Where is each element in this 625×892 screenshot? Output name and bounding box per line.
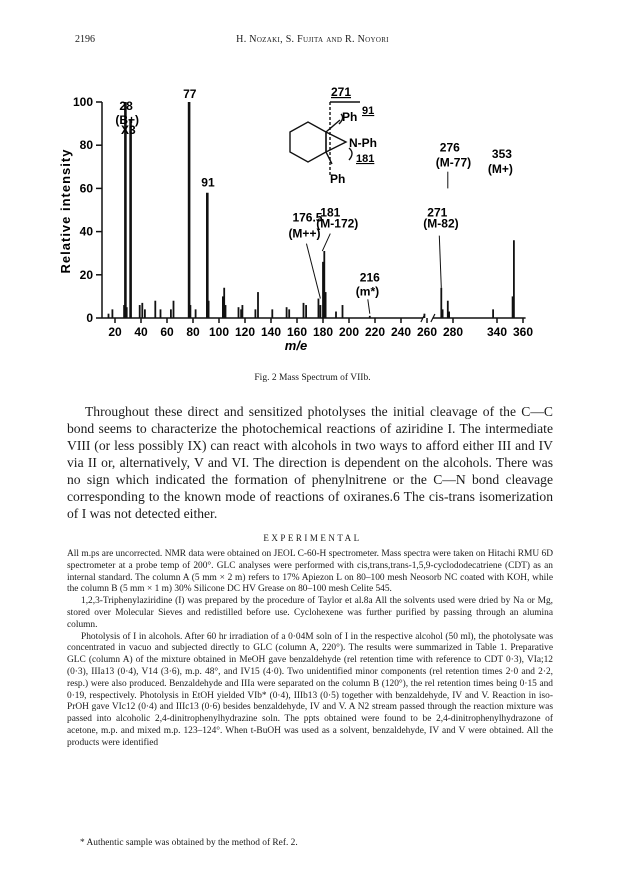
experimental-section (67, 549, 553, 750)
annotation-leader-line (322, 234, 330, 251)
x-tick-label: 180 (312, 325, 334, 339)
y-tick-label: 80 (79, 138, 93, 153)
x-tick-label: 140 (260, 325, 282, 339)
annotation-leader-line (306, 244, 320, 299)
x-tick-label: 200 (338, 325, 360, 339)
x-tick-label: 40 (134, 325, 148, 339)
x-tick-label: 100 (208, 325, 230, 339)
annotation-leader-line (368, 299, 370, 313)
structure-label-nph: N-Ph (349, 136, 377, 150)
peak-annotation: 181 (320, 205, 341, 220)
y-axis-title (58, 149, 73, 274)
x-tick-label: 360 (512, 325, 534, 339)
peak-annotation-sublabel: (M++) (288, 226, 321, 241)
x-tick-label: 340 (486, 325, 508, 339)
peak-annotation: 271 (427, 205, 448, 220)
y-tick-label: 60 (79, 181, 93, 196)
footnote: * Authentic sample was obtained by the method of Ref. 2. (80, 838, 298, 848)
peak-annotation: 77 (183, 87, 197, 101)
y-tick-label: 100 (72, 95, 93, 109)
peak-annotation: 28 (119, 99, 133, 113)
peak-annotation-sublabel: (M-172) (316, 216, 359, 231)
y-tick-label: 20 (79, 267, 93, 282)
running-head: H. Nozaki, S. Fujita and R. Noyori (236, 34, 389, 45)
structure-label-ph-bottom: Ph (330, 172, 346, 186)
experimental-paragraph-2: 1,2,3-Triphenylaziridine (I) was prepared by the procedure of Taylor et al.8a All the solvents used were dried by Na or Mg, stored over Molecular Sieves and redistilled before use. Cyclohexene was further purified by passing through an alumina column. (67, 596, 553, 630)
bond-ph-top (326, 120, 340, 132)
structure-label-ph-top: Ph (342, 110, 358, 124)
x-tick-label: 240 (390, 325, 412, 339)
peak-annotation-sublabel: (M+) (487, 162, 513, 177)
x-tick-label: 20 (108, 325, 122, 339)
y-tick-label: 0 (86, 311, 93, 325)
x-axis-label: m/e (284, 338, 308, 353)
x-tick-label: 260 (416, 325, 438, 339)
structure-label-91: 91 (362, 105, 375, 117)
peak-annotation-sublabel: (m*) (355, 284, 380, 299)
peak-annotation: 91 (201, 175, 215, 190)
x-axis-break-mark (421, 314, 435, 322)
peak-annotation: 353 (491, 147, 512, 162)
page-number: 2196 (75, 34, 95, 45)
x-tick-label: 160 (286, 325, 308, 339)
x-tick-label: 60 (160, 325, 174, 339)
peak-annotation: 176.5 (292, 210, 323, 225)
structure-label-271: 271 (331, 85, 352, 99)
y-axis-label: Relative intensity (58, 148, 73, 274)
x-tick-label: 220 (364, 325, 386, 339)
peak-annotation-sublabel: (B+) (115, 113, 140, 127)
peak-annotation: 276 (439, 140, 460, 155)
peak-annotation-sublabel: (M-82) (423, 216, 459, 231)
annotation-leader-line (439, 236, 441, 288)
bond-ph-bottom (326, 152, 332, 164)
y-tick-label: 40 (79, 224, 93, 239)
peak-annotation: 216 (359, 270, 380, 285)
x-tick-label: 120 (234, 325, 256, 339)
aziridine-ring (326, 132, 346, 152)
body-paragraph: Throughout these direct and sensitized photolyses the initial cleavage of the C—C bond seems to characterize the photochemical reactions of aziridine I. The intermediate VIII (or less possibly IX) can react with alcohols in two ways to afford either III and IV via II or, alternatively, V and VI. The direction is dependent on the alcohols. There was no sign which indicated the formation of phenylnitrene or the C—N bond cleavage corresponding to the known mode of reactions of oxiranes.6 The cis-trans isomerization of I was not detected either. (67, 404, 553, 521)
mass-spectrum-chart (40, 76, 580, 356)
figure-caption: Fig. 2 Mass Spectrum of VIIb. (254, 373, 371, 383)
experimental-paragraph-3: Photolysis of I in alcohols. After 60 hr irradiation of a 0·04M soln of I in the respective alcohol (50 ml), the photolysate was concentrated in vacuo and subjected directly to GLC (column A, 220°). The results were summarized in Table 1. Preparative GLC (column A) of the mixture obtained in MeOH gave benzaldehyde (rel retention time with reference to CDT 0·3), VIa;12 (0·3), IIIa13 (0·4), V14 (3·6), m.p. 48°, and IV15 (4·0). Two unidentified minor components (rel retention times 2·0 and 2·2, resp.) were also produced. Benzaldehyde and IIIa were separated on the column B (120°), the rel retention times being 0·15 and 0·19, respectively. Photolysis in EtOH yielded VIb* (0·4), IIIb13 (0·5) together with benzaldehyde, IV and V. Reaction in iso-PrOH gave VIc12 (0·4) and IIIc13 (0·6) besides benzaldehyde, IV and V. A N2 stream passed through the reaction mixture was passed into alcoholic 2,4-dinitrophenylhydrazine soln. The ppts obtained were found to be 2,4-dinitrophenylhydrazone of acetone, m.p. and mixed m.p. 123–124°. When t-BuOH was used as a solvent, benzaldehyde, IV and V were obtained. All the products were identified (67, 631, 553, 748)
x-tick-label: 280 (442, 325, 464, 339)
x-tick-label: 80 (186, 325, 200, 339)
experimental-heading: EXPERIMENTAL (263, 533, 362, 543)
peak-annotation-sublabel: (M-77) (435, 155, 472, 170)
experimental-paragraph-1: All m.ps are uncorrected. NMR data were obtained on JEOL C-60-H spectrometer. Mass spectra were taken on Hitachi RMU 6D spectrometer at a probe temp of 200°. GLC analyses were performed with cis,trans,trans-1,5,9-cyclododecatriene (CDT) as an internal standard. The column A (5 mm × 2 m) refers to 17% Apiezon L on 80–100 mesh Neosorb NC coated with KOH, while the column B (5 mm × 1 m) 30% Silicone DC HV Grease on 80–100 mesh Celite 545. (67, 549, 553, 595)
cyclohexane-ring (290, 122, 326, 162)
body-text (67, 403, 553, 522)
multiplier-label: X3 (121, 123, 136, 137)
structure-label-181: 181 (356, 153, 375, 165)
